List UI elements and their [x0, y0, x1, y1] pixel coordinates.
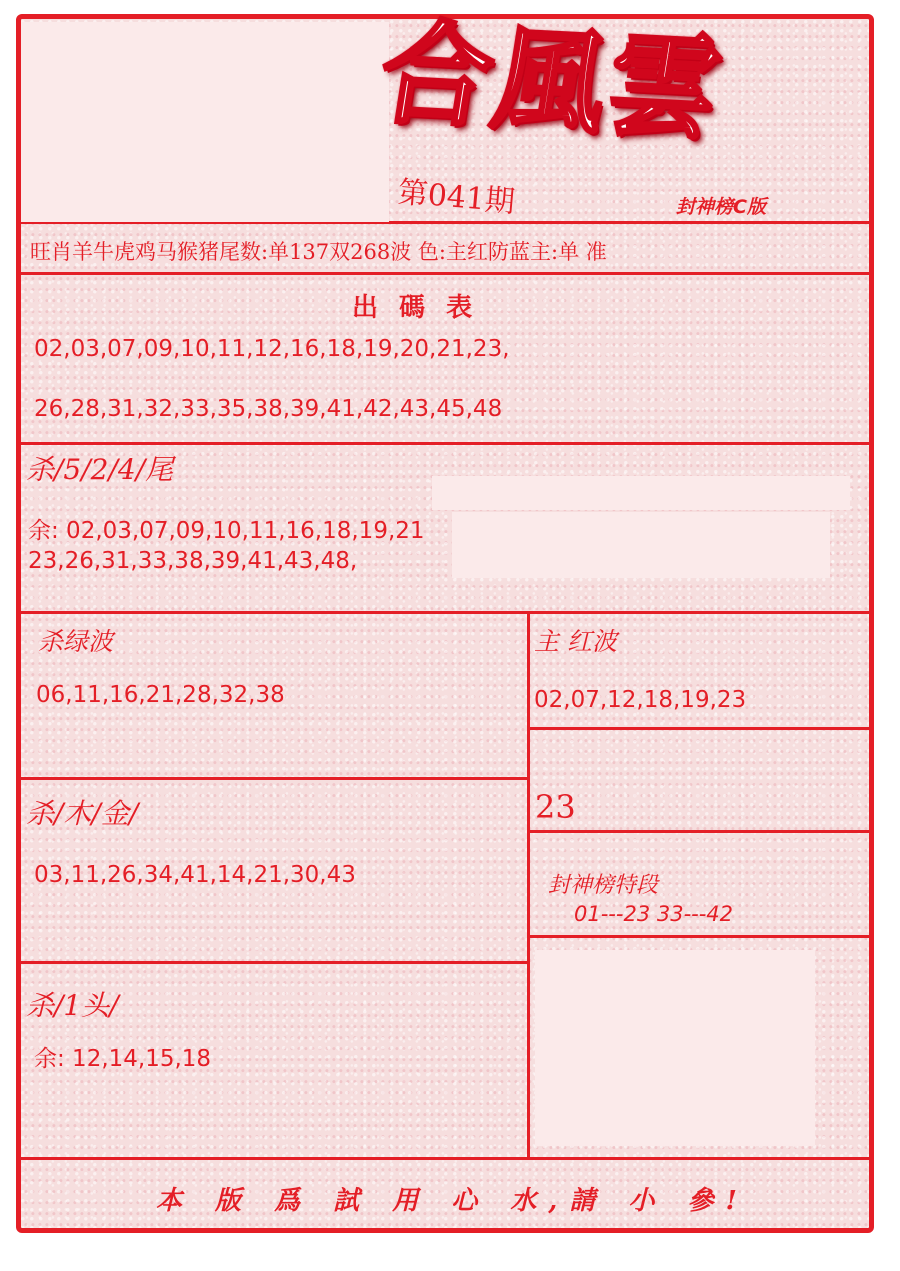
code-table-line-1: 02,03,07,09,10,11,12,16,18,19,20,21,23,: [34, 336, 510, 362]
kill-tail-line-1: 余: 02,03,07,09,10,11,16,18,19,21: [28, 518, 425, 544]
logo-title: 合風雲: [370, 7, 732, 156]
divider-zodiac: [21, 272, 869, 275]
divider-right-2: [529, 830, 869, 833]
divider-footer: [21, 1157, 869, 1160]
kill-green-title: 杀绿波: [38, 627, 114, 656]
blank-bottom-right: [535, 950, 815, 1146]
divider-right-1: [529, 727, 869, 730]
special-number: 23: [535, 788, 576, 826]
zodiac-line: 旺肖羊牛虎鸡马猴猪尾数:单137双268波 色:主红防蓝主:单 准: [30, 240, 607, 264]
blank-header-box: [21, 22, 389, 222]
kill-tail-title: 杀/5/2/4/尾: [26, 453, 174, 486]
blank-side-box: [432, 476, 850, 510]
main-red-numbers: 02,07,12,18,19,23: [534, 687, 747, 713]
issue-number: 第041期: [396, 174, 517, 221]
blank-side-box-2: [452, 512, 830, 578]
special-segment-title: 封神榜特段: [548, 873, 659, 898]
code-table-line-2: 26,28,31,32,33,35,38,39,41,42,43,45,48: [34, 396, 503, 422]
divider-right-3: [529, 935, 869, 938]
edition-label: 封神榜C版: [676, 196, 766, 218]
special-segment-numbers: 01---23 33---42: [574, 902, 734, 926]
divider-left-1: [21, 777, 529, 780]
footer-note: 本 版 爲 試 用 心 水,請 小 參!: [156, 1186, 749, 1216]
kill-tail-line-2: 23,26,31,33,38,39,41,43,48,: [28, 548, 358, 574]
divider-left-2: [21, 961, 529, 964]
divider-vertical: [527, 612, 530, 1158]
divider-kill-tail: [21, 611, 869, 614]
divider-code-table: [21, 442, 869, 445]
kill-green-numbers: 06,11,16,21,28,32,38: [36, 682, 285, 708]
code-table-title: 出 碼 表: [352, 293, 479, 323]
kill-head-title: 杀/1头/: [26, 989, 119, 1022]
kill-head-numbers: 余: 12,14,15,18: [34, 1046, 212, 1072]
kill-element-title: 杀/木/金/: [26, 797, 139, 830]
main-red-title: 主 红波: [534, 627, 617, 656]
kill-element-numbers: 03,11,26,34,41,14,21,30,43: [34, 862, 356, 888]
